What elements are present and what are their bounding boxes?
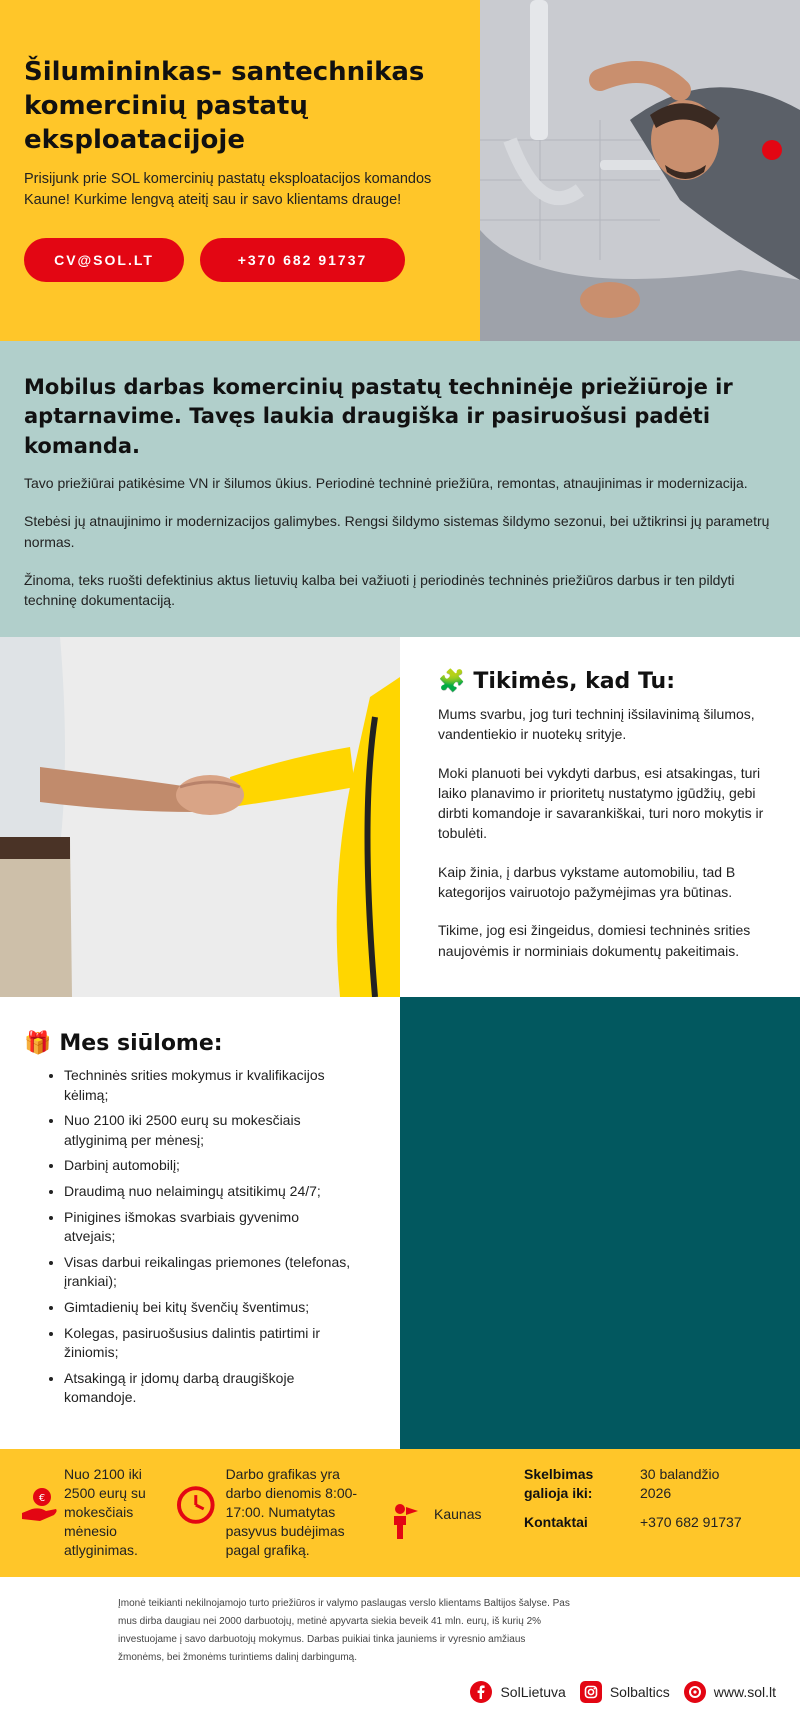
offer-item: • Gimtadienių bei kitų švenčių šventimus; — [64, 1298, 354, 1318]
offer-item: • Kolegas, pasiruošusius dalintis patirtimi ir žiniomis; — [64, 1324, 354, 1363]
website-label: www.sol.lt — [713, 1684, 776, 1700]
expectations-paragraph: Tikime, jog esi žingeidus, domiesi techninės srities naujovėmis ir norminiais dokumentų pakeitimais. — [438, 922, 751, 959]
offer-item: • Visas darbui reikalingas priemones (telefonas, įrankiai); — [64, 1253, 354, 1292]
footer — [0, 1577, 800, 1718]
expectations-paragraph: Moki planuoti bei vykdyti darbus, esi atsakingas, turi laiko planavimo ir prioritetų nustatymo įgūdžių, gebi dirbti komandoje ir savarankiškai, turi noro mokytis ir tobulėti. — [438, 764, 764, 842]
company-description: Įmonė teikianti nekilnojamojo turto priežiūros ir valymo paslaugas verslo klientams Baltijos šalyse. Pas mus dirba daugiau nei 2000 darbuotojų, metinė apyvarta siekia beveik 41 mln. eurų, iš kurių 2% investuojame į savo darbuotojų mokymus. Darbas puikiai tinka jauniems ir vyresnio amžiaus žmonėms, bei žmonėms turintiems dalinį darbingumą. — [118, 1598, 570, 1663]
instagram-label: Solbaltics — [609, 1684, 670, 1700]
social-links — [470, 1681, 776, 1703]
expectations-paragraph: Kaip žinia, į darbus vykstame automobiliu, tad B kategorijos vairuotojo pažymėjimas yra būtinas. — [438, 863, 736, 901]
handshake-photo — [0, 637, 400, 997]
hero-section — [0, 0, 800, 341]
validity-row — [524, 1465, 800, 1503]
job-title: Šilumininkas- santechnikas komercinių pastatų eksploatacijoje — [24, 57, 425, 155]
facts-bar — [0, 1449, 800, 1577]
offer-list — [64, 1066, 354, 1408]
mobile-work-title: Mobilus darbas komercinių pastatų techninėje priežiūroje ir aptarnavime. Tavęs laukia draugiška ir pasiruošusi padėti komanda. — [24, 375, 733, 458]
instagram-icon — [580, 1681, 602, 1703]
salary-hand-icon — [20, 1485, 60, 1525]
validity-value: 30 balandžio 2026 — [640, 1466, 720, 1501]
email-button[interactable]: CV@SOL.LT — [24, 238, 184, 282]
offer-item: • Nuo 2100 iki 2500 eurų su mokesčiais atlyginimą per mėnesį; — [64, 1111, 354, 1150]
mobile-work-section — [0, 341, 800, 637]
expectations-content — [400, 637, 800, 997]
svg-text:€: € — [38, 1493, 46, 1504]
offer-section — [0, 997, 800, 1449]
offer-item: • Techninės srities mokymus ir kvalifikacijos kėlimą; — [64, 1066, 354, 1105]
puzzle-icon: 🧩 — [438, 669, 466, 694]
salary-text: Nuo 2100 iki 2500 eurų su mokesčiais mėnesio atlyginimas. — [64, 1466, 146, 1558]
offer-item: • Darbinį automobilį; — [64, 1156, 354, 1176]
salary-fact — [0, 1465, 160, 1559]
location-text: Kaunas — [434, 1506, 482, 1522]
phone-button[interactable]: +370 682 91737 — [200, 238, 405, 282]
instagram-link[interactable] — [580, 1681, 670, 1703]
plumber-photo — [480, 0, 800, 341]
offer-item: • Pinigines išmokas svarbiais gyvenimo atvejais; — [64, 1208, 354, 1247]
schedule-text: Darbo grafikas yra darbo dienomis 8:00-17:00. Numatytas pasyvus budėjimas pagal grafiką. — [225, 1466, 358, 1558]
hero-lead: Prisijunk prie SOL komercinių pastatų eksploatacijos komandos Kaune! Kurkime lengvą ateitį sau ir savo klientams drauge! — [24, 171, 432, 208]
clock-icon — [176, 1485, 216, 1525]
sol-logo-icon — [684, 1681, 706, 1703]
gift-icon: 🎁 — [24, 1031, 52, 1056]
contact-label: Kontaktai — [524, 1513, 588, 1530]
mobile-work-paragraph: Tavo priežiūrai patikėsime VN ir šilumos ūkius. Periodinė techninė priežiūra, remontas, atnaujinimas ir modernizacija. — [24, 475, 748, 492]
hero-content — [0, 0, 480, 341]
expectations-title — [438, 669, 776, 694]
location-flag-icon — [384, 1501, 424, 1541]
decorative-teal-block — [400, 997, 800, 1449]
mobile-work-paragraph: Stebėsi jų atnaujinimo ir modernizacijos galimybes. Rengsi šildymo sistemas šildymo sezonui, bei užtikrinsi jų parametrų normas. — [24, 513, 770, 550]
offer-item: • Atsakingą ir įdomų darbą draugiškoje komandoje. — [64, 1369, 354, 1408]
location-fact — [370, 1465, 520, 1541]
website-link[interactable] — [684, 1681, 776, 1703]
schedule-fact — [160, 1465, 370, 1559]
facebook-link[interactable] — [470, 1681, 565, 1703]
offer-title — [24, 1031, 376, 1056]
offer-item: • Draudimą nuo nelaimingų atsitikimų 24/7; — [64, 1182, 354, 1202]
contact-row — [524, 1513, 800, 1532]
offer-content — [0, 997, 400, 1449]
validity-label: Skelbimas galioja iki: — [524, 1466, 594, 1501]
expectations-section — [0, 637, 800, 997]
facebook-icon — [470, 1681, 492, 1703]
posting-info — [520, 1465, 800, 1542]
facebook-label: SolLietuva — [500, 1684, 566, 1700]
expectations-title-text: Tikimės, kad Tu: — [473, 669, 676, 694]
contact-phone[interactable]: +370 682 91737 — [640, 1513, 742, 1530]
offer-title-text: Mes siūlome: — [59, 1031, 223, 1056]
mobile-work-paragraph: Žinoma, teks ruošti defektinius aktus lietuvių kalba bei važiuoti į periodinės techninės priežiūros darbus ir ten pildyti techninę dokumentaciją. — [24, 572, 735, 609]
expectations-paragraph: Mums svarbu, jog turi techninį išsilavinimą šilumos, vandentiekio ir nuotekų srityje. — [438, 706, 755, 743]
hero-buttons — [24, 238, 456, 282]
